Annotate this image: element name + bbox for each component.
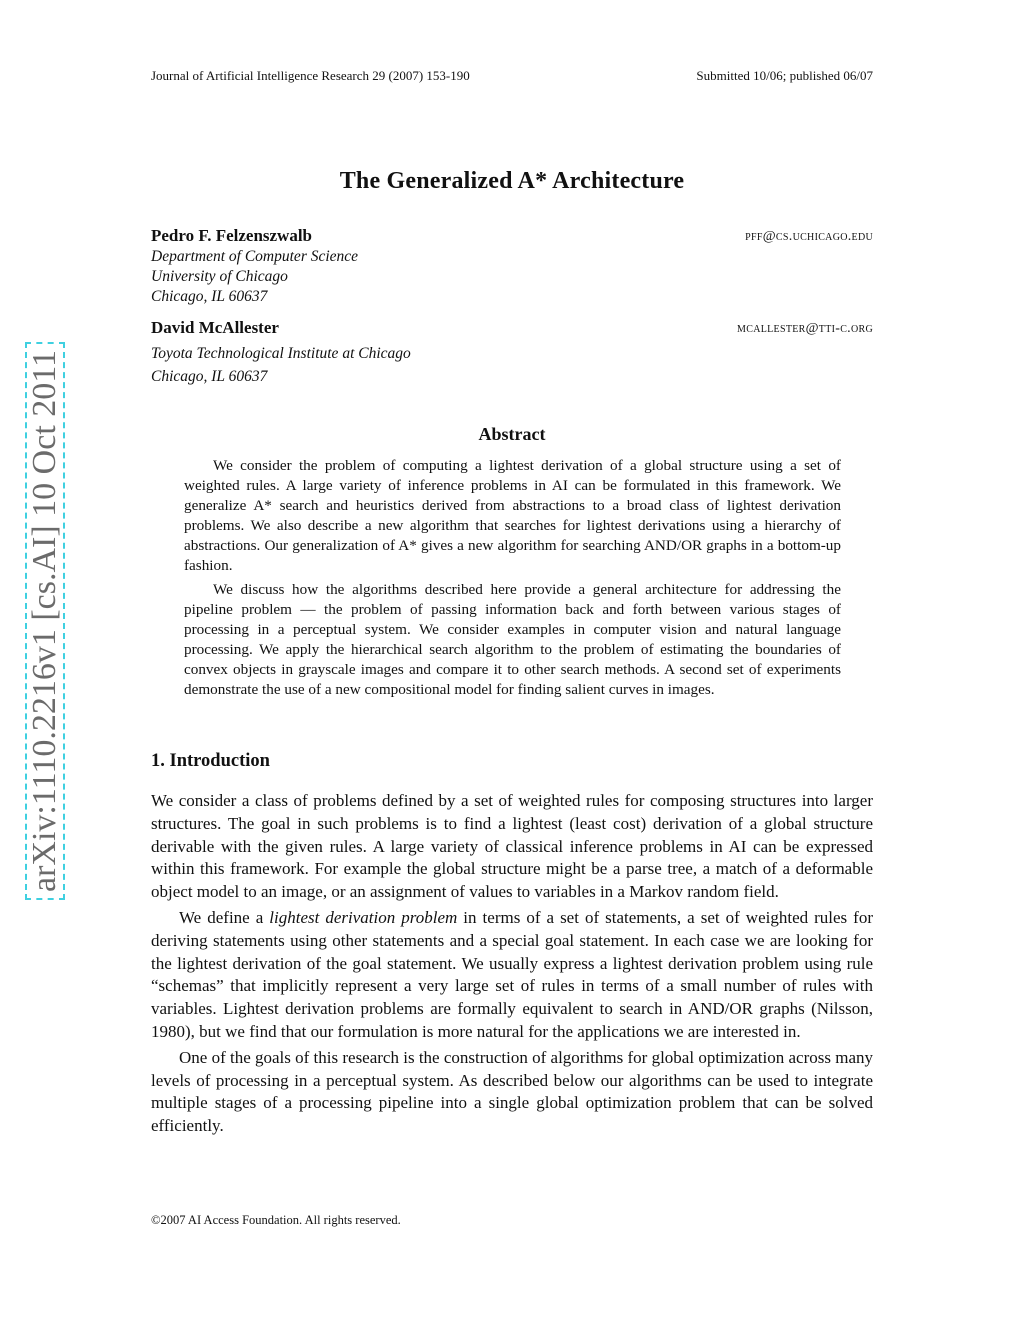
affiliation-line: Toyota Technological Institute at Chicago	[151, 345, 411, 362]
author-affiliation-2	[151, 342, 411, 388]
paper-title: The Generalized A* Architecture	[339, 168, 685, 194]
affiliation-line: Chicago, IL 60637	[151, 288, 268, 305]
author-name-1: Pedro F. Felzenszwalb	[151, 226, 313, 245]
text-run: in terms of a set of statements, a set of weighted rules for deriving statements using other statements and a special goal statement. In each case we are looking for the lightest derivation of the goal statement. We usually express a lightest derivation problem using rule “schemas” that implicitly represent a very large set of rules in terms of a small number of rules with variables. Lightest derivation problems are formally equivalent to search in AND/OR graphs (Nilsson, 1980), but we find that our formulation is more natural for the applications we are interested in.	[151, 907, 874, 1041]
affiliation-line: Chicago, IL 60637	[151, 368, 268, 385]
abstract-paragraph: We consider the problem of computing a lightest derivation of a global structure using a set of weighted rules. A large variety of inference problems in AI can be formulated in this framework. We generalize A* search and heuristics derived from abstractions to a broad class of lightest derivation problems. We also describe a new algorithm that searches for lightest derivations using a hierarchy of abstractions. Our generalization of A* gives a new algorithm for searching AND/OR graphs in a bottom-up fashion.	[184, 457, 841, 575]
abstract-heading: Abstract	[478, 424, 546, 444]
abstract-body	[184, 456, 841, 700]
arxiv-stamp: arXiv:1110.2216v1 [cs.AI] 10 Oct 2011	[25, 342, 65, 900]
emphasized-term: lightest derivation problem	[269, 907, 458, 927]
journal-header: Journal of Artificial Intelligence Research 29 (2007) 153-190	[151, 68, 470, 83]
text-run: We define a	[179, 907, 270, 927]
body-paragraph: One of the goals of this research is the construction of algorithms for global optimization across many levels of processing in a perceptual system. As described below our algorithms can be used to integrate multiple stages of a processing pipeline into a single global optimization problem that can be solved efficiently.	[151, 1047, 873, 1136]
abstract-paragraph: We discuss how the algorithms described here provide a general architecture for addressing the pipeline problem — the problem of passing information back and forth between various stages of processing in a perceptual system. We consider examples in computer vision and natural language processing. We apply the hierarchical search algorithm to the problem of estimating the boundaries of convex objects in grayscale images and compare it to other search methods. A second set of experiments demonstrate the use of a new compositional model for finding salient curves in images.	[184, 580, 841, 699]
author-email-2: mcallester@tti-c.org	[737, 321, 873, 336]
author-affiliation-1	[151, 247, 358, 307]
affiliation-line: Department of Computer Science	[151, 248, 359, 265]
submission-dates: Submitted 10/06; published 06/07	[696, 68, 873, 83]
body-paragraph: We consider a class of problems defined by a set of weighted rules for composing structures into larger structures. The goal in such problems is to find a lightest (least cost) derivation of a global structure derivable with the given rules. A large variety of classical inference problems in AI can be expressed within this framework. For example the global structure might be a parse tree, a match of a deformable object model to an image, or an assignment of values to variables in a Markov random field.	[151, 791, 873, 902]
section-heading: 1. Introduction	[151, 751, 270, 771]
affiliation-line: University of Chicago	[151, 268, 288, 285]
author-email-1: pff@cs.uchicago.edu	[745, 229, 873, 244]
copyright-footer: ©2007 AI Access Foundation. All rights reserved.	[151, 1213, 401, 1227]
body-paragraph	[151, 907, 873, 1044]
introduction-body	[151, 790, 873, 1138]
author-name-2: David McAllester	[151, 318, 279, 337]
